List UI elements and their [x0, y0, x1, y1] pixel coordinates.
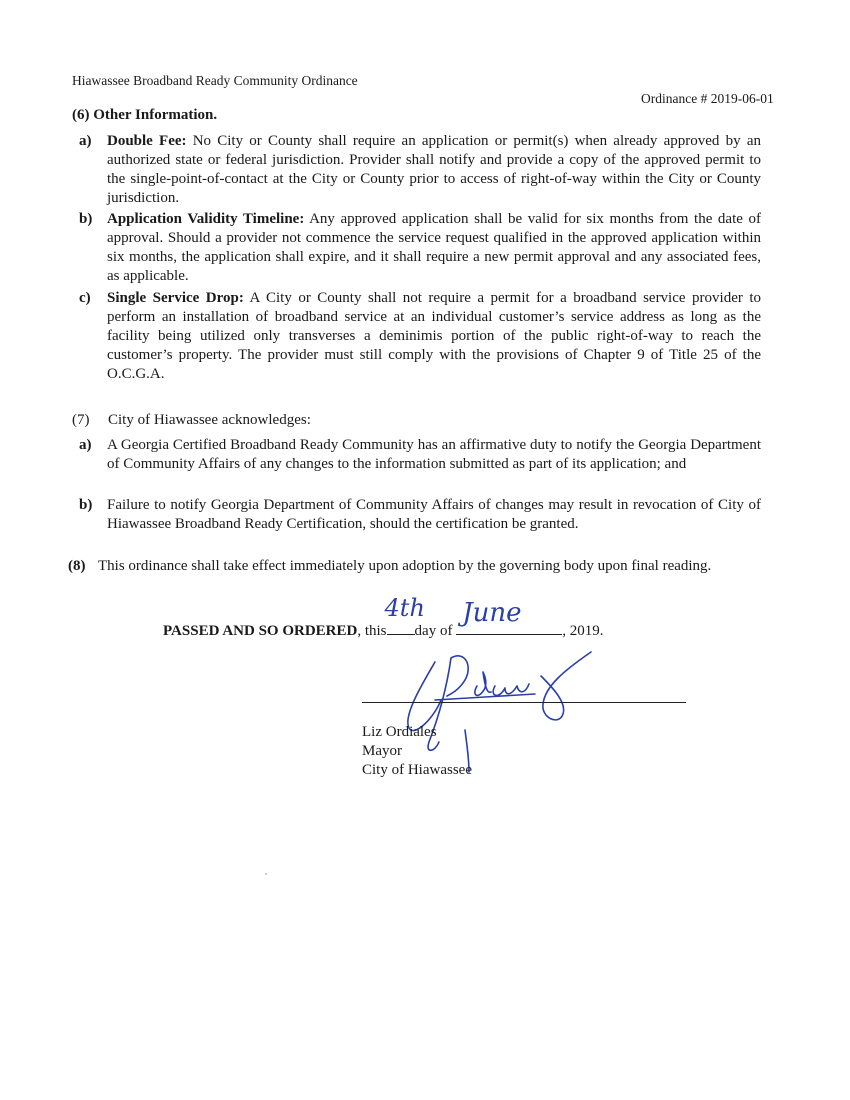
signature-block [362, 723, 472, 780]
item-term: Double Fee: [107, 133, 187, 149]
month-blank [456, 598, 562, 635]
item-label: b) [79, 211, 93, 227]
scan-speck [265, 873, 267, 875]
passed-line [163, 594, 604, 640]
item-label: a) [79, 437, 92, 453]
day-handwritten: 4th [384, 594, 425, 622]
item-label: a) [79, 133, 92, 149]
passed-this: , this [357, 623, 387, 639]
item-term: Single Service Drop: [107, 290, 244, 306]
passed-day-of: day of [414, 623, 453, 639]
header-title: Hiawassee Broadband Ready Community Ordinance [72, 73, 358, 88]
signer-org: City of Hiawassee [362, 762, 472, 778]
section-8-number: (8) [68, 558, 86, 574]
month-handwritten: June [462, 598, 522, 628]
signature-line [362, 702, 686, 703]
item-text: A Georgia Certified Broadband Ready Community has an affirmative duty to notify the Georgia Department of Community Affairs of any changes to the information submitted as part of its application; and [107, 437, 761, 472]
section-6-item-a [79, 132, 769, 208]
ordinance-number: Ordinance # 2019-06-01 [641, 91, 774, 106]
section-8-text: This ordinance shall take effect immediately upon adoption by the governing body upon final reading. [98, 558, 712, 574]
signer-name: Liz Ordiales [362, 724, 437, 740]
item-term: Application Validity Timeline: [107, 211, 305, 227]
item-body: No City or County shall require an application or permit(s) when already approved by an authorized state or federal jurisdiction. Provider shall notify and provide a copy of the approved permit to the single-point-of-contact at the City or County prior to access of right-of-way within the City or County jurisdiction. [107, 133, 761, 206]
item-text [107, 289, 761, 384]
section-7-item-a [79, 436, 769, 493]
item-text [107, 210, 761, 286]
item-label: b) [79, 497, 93, 513]
section-6-item-c [79, 289, 769, 385]
item-body: Any approved application shall be valid for six months from the date of approval. Should a provider not commence the service request qualified in the approved application within six months, the application shall expire, and it shall require a new permit approval and any associated fees, as applicable. [107, 211, 761, 284]
section-7-item-b [79, 496, 769, 534]
item-label: c) [79, 290, 91, 306]
item-text [107, 132, 761, 208]
item-text: Failure to notify Georgia Department of Community Affairs of changes may result in revocation of City of Hiawassee Broadband Ready Certification, should the certification be granted. [107, 497, 761, 532]
day-blank [384, 594, 425, 635]
passed-bold: PASSED AND SO ORDERED [163, 623, 358, 639]
section-6-heading: (6) Other Information. [72, 107, 218, 123]
item-body: A City or County shall not require a permit for a broadband service provider to perform an installation of broadband service at an individual customer’s service address as long as the facility being utilized only transverses a deminimis portion of the public right-of-way to reach the customer’s property. The provider must still comply with the provisions of Chapter 9 of Title 25 of the O.C.G.A. [107, 290, 761, 382]
section-7-number: (7) [72, 412, 90, 428]
section-7-intro-text: City of Hiawassee acknowledges: [108, 412, 311, 428]
section-6-item-b [79, 210, 769, 286]
signer-title: Mayor [362, 743, 402, 759]
passed-year: , 2019. [562, 623, 604, 639]
